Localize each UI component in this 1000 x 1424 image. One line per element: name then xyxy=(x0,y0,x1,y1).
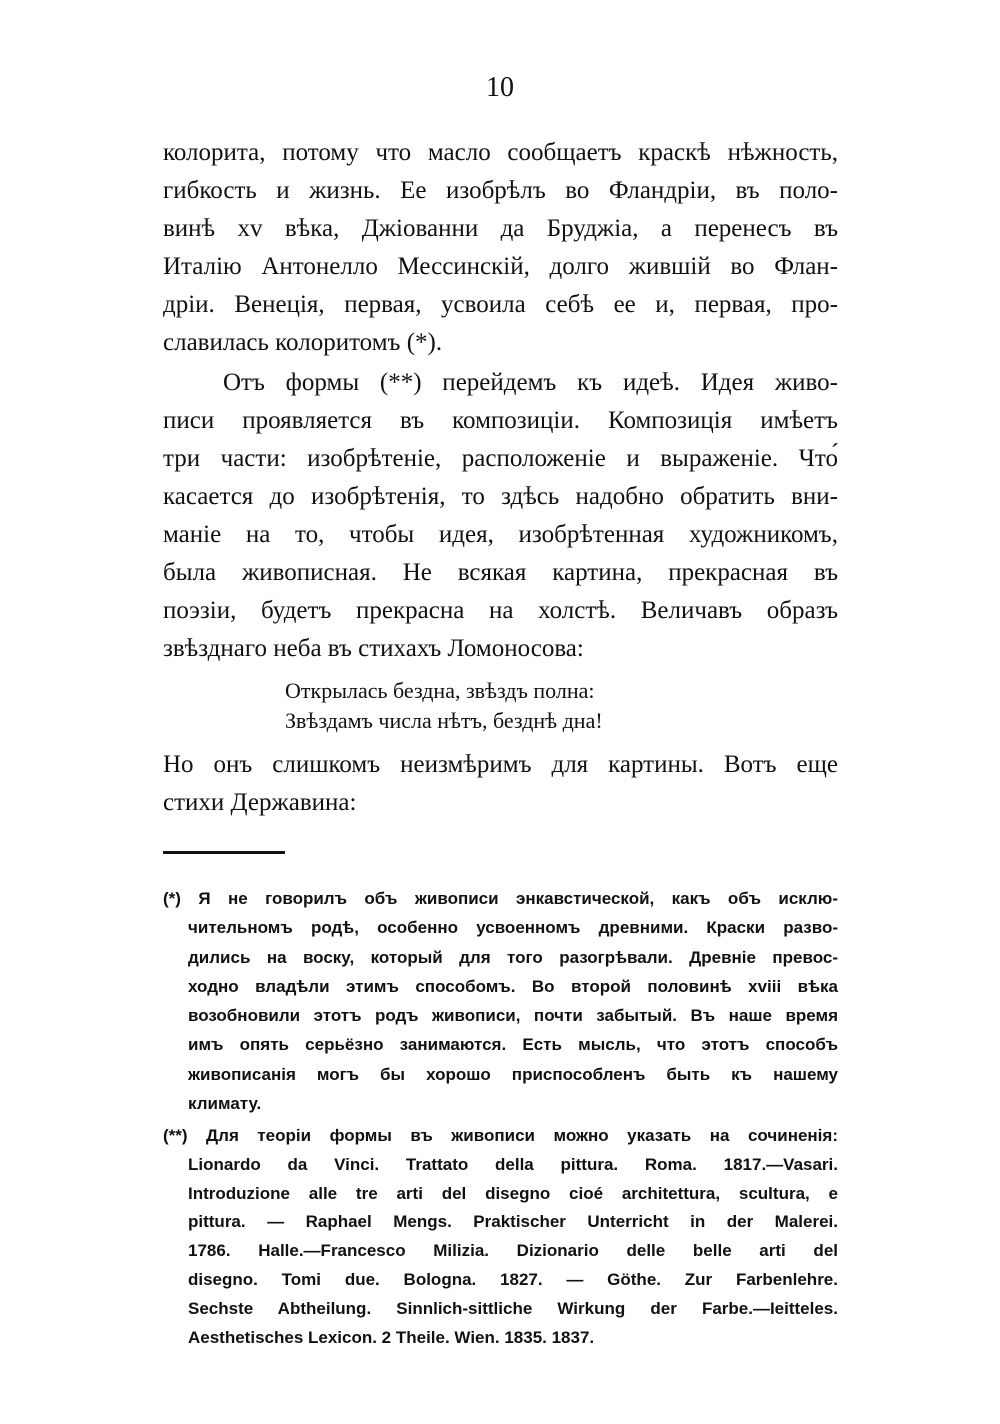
text-line: Италію Антонелло Мессинскій, долго жившій во Флан- xyxy=(163,253,838,280)
text-line: дріи. Венеція, первая, усвоила себѣ ее и, первая, про- xyxy=(163,291,838,318)
footnote-separator xyxy=(163,851,285,854)
text-line: винѣ xv вѣка, Джіованни да Бруджіа, а перенесъ въ xyxy=(163,215,838,242)
text-line: поэзіи, будетъ прекрасна на холстѣ. Величавъ образъ xyxy=(163,597,838,624)
text-line: Отъ формы (**) перейдемъ къ идеѣ. Идея живо- xyxy=(223,369,838,396)
footnote-line: (*) Я не говорилъ объ живописи энкавстической, какъ объ исклю- xyxy=(163,889,838,908)
footnote-1 xyxy=(163,884,838,1118)
footnote-line: (**) Для теоріи формы въ живописи можно указать на сочиненія: xyxy=(163,1126,838,1145)
text-line: Но онъ слишкомъ неизмѣримъ для картины. Вотъ еще xyxy=(163,751,838,778)
footnote-line: климату. xyxy=(188,1094,262,1114)
text-line: гибкость и жизнь. Ее изобрѣлъ во Фландріи, въ поло- xyxy=(163,177,838,204)
paragraph-3 xyxy=(163,746,838,822)
footnote-line: чительномъ родѣ, особенно усвоенномъ древними. Краски разво- xyxy=(188,918,838,938)
text-line: писи проявляется въ композиціи. Композиція имѣетъ xyxy=(163,407,838,434)
text-line: колорита, потому что масло сообщаетъ краскѣ нѣжность, xyxy=(163,139,838,166)
verse-quote xyxy=(285,676,603,736)
footnote-line: возобновили этотъ родъ живописи, почти забытый. Въ наше время xyxy=(188,1006,838,1026)
footnote-line: имъ опять серьёзно занимаются. Есть мысль, что этотъ способъ xyxy=(188,1035,838,1055)
text-line: звѣзднаго неба въ стихахъ Ломоносова: xyxy=(163,635,584,662)
footnote-line: ходно владѣли этимъ способомъ. Во второй половинѣ xviii вѣка xyxy=(188,976,838,996)
footnote-line: Aesthetisches Lexicon. 2 Theile. Wien. 1835. 1837. xyxy=(188,1327,595,1347)
verse-line: Звѣздамъ числа нѣтъ, безднѣ дна! xyxy=(285,708,603,733)
text-line: маніе на то, чтобы идея, изобрѣтенная художникомъ, xyxy=(163,521,838,548)
footnote-line: живописанія могъ бы хорошо приспособленъ быть къ нашему xyxy=(188,1064,838,1084)
text-line: три части: изобрѣтеніе, расположеніе и выраженіе. Что́ xyxy=(163,445,838,472)
footnote-line: pittura. — Raphael Mengs. Praktischer Unterricht in der Malerei. xyxy=(188,1212,838,1232)
footnote-line: Sechste Abtheilung. Sinnlich-sittliche Wirkung der Farbe.—Ieitteles. xyxy=(188,1298,838,1318)
footnote-line: Introduzione alle tre arti del disegno cioé architettura, scultura, e xyxy=(188,1183,838,1203)
paragraph-2 xyxy=(163,364,838,668)
footnote-line: дились на воску, который для того разогрѣвали. Древніе превос- xyxy=(188,947,838,967)
paragraph-1 xyxy=(163,134,838,362)
text-line: касается до изобрѣтенія, то здѣсь надобно обратить вни- xyxy=(163,483,838,510)
footnote-line: Lionardo da Vinci. Trattato della pittura. Roma. 1817.—Vasari. xyxy=(188,1154,838,1174)
text-line: была живописная. Не всякая картина, прекрасная въ xyxy=(163,559,838,586)
text-line: стихи Державина: xyxy=(163,789,357,816)
verse-line: Открылась бездна, звѣздъ полна: xyxy=(285,678,595,703)
page-number: 10 xyxy=(486,72,514,103)
text-line: славилась колоритомъ (*). xyxy=(163,329,443,356)
footnote-2 xyxy=(163,1122,838,1352)
footnote-line: 1786. Halle.—Francesco Milizia. Dizionario delle belle arti del xyxy=(188,1241,838,1261)
footnote-line: disegno. Tomi due. Bologna. 1827. — Göthe. Zur Farbenlehre. xyxy=(188,1269,838,1289)
